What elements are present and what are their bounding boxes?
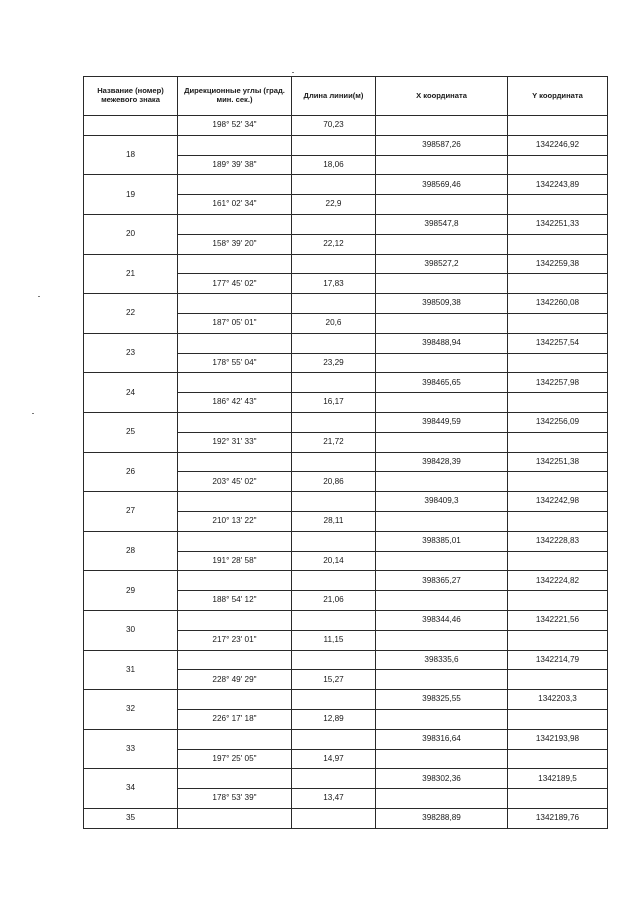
header-y-coordinate: Y координата	[508, 77, 608, 116]
y-coordinate-cell	[508, 472, 608, 492]
direction-angle-cell: 210° 13' 22"	[178, 511, 292, 531]
x-coordinate-cell: 398465,65	[376, 373, 508, 393]
x-coordinate-cell: 398509,38	[376, 294, 508, 314]
table-row	[84, 729, 608, 749]
y-coordinate-cell: 1342257,54	[508, 333, 608, 353]
line-length-cell: 23,29	[292, 353, 376, 373]
direction-angle-cell	[178, 531, 292, 551]
x-coordinate-cell: 398547,8	[376, 214, 508, 234]
point-name-cell: 20	[84, 214, 178, 254]
line-length-cell: 20,86	[292, 472, 376, 492]
line-length-cell	[292, 373, 376, 393]
table-row	[84, 531, 608, 551]
y-coordinate-cell: 1342242,98	[508, 492, 608, 512]
y-coordinate-cell	[508, 670, 608, 690]
point-name-cell: 25	[84, 412, 178, 452]
table-row	[84, 214, 608, 234]
line-length-cell	[292, 452, 376, 472]
point-name-cell: 26	[84, 452, 178, 492]
y-coordinate-cell: 1342214,79	[508, 650, 608, 670]
x-coordinate-cell	[376, 353, 508, 373]
line-length-cell: 20,6	[292, 313, 376, 333]
y-coordinate-cell	[508, 551, 608, 571]
table-row	[84, 650, 608, 670]
scan-speck	[32, 413, 34, 414]
x-coordinate-cell: 398409,3	[376, 492, 508, 512]
table-row	[84, 135, 608, 155]
table-row	[84, 116, 608, 136]
direction-angle-cell	[178, 254, 292, 274]
line-length-cell	[292, 690, 376, 710]
y-coordinate-cell: 1342251,38	[508, 452, 608, 472]
line-length-cell: 70,23	[292, 116, 376, 136]
direction-angle-cell: 203° 45' 02"	[178, 472, 292, 492]
table-row	[84, 412, 608, 432]
direction-angle-cell: 192° 31' 33"	[178, 432, 292, 452]
direction-angle-cell: 178° 53' 39"	[178, 789, 292, 809]
x-coordinate-cell: 398527,2	[376, 254, 508, 274]
y-coordinate-cell: 1342224,82	[508, 571, 608, 591]
direction-angle-cell: 177° 45' 02"	[178, 274, 292, 294]
line-length-cell	[292, 333, 376, 353]
x-coordinate-cell: 398488,94	[376, 333, 508, 353]
direction-angle-cell	[178, 492, 292, 512]
y-coordinate-cell	[508, 749, 608, 769]
point-name-cell: 18	[84, 135, 178, 175]
line-length-cell: 12,89	[292, 709, 376, 729]
point-name-cell: 34	[84, 769, 178, 809]
direction-angle-cell: 158° 39' 20"	[178, 234, 292, 254]
table-row	[84, 492, 608, 512]
line-length-cell: 11,15	[292, 630, 376, 650]
y-coordinate-cell	[508, 353, 608, 373]
line-length-cell	[292, 175, 376, 195]
y-coordinate-cell: 1342259,38	[508, 254, 608, 274]
y-coordinate-cell: 1342203,3	[508, 690, 608, 710]
direction-angle-cell	[178, 294, 292, 314]
direction-angle-cell: 189° 39' 38"	[178, 155, 292, 175]
line-length-cell	[292, 214, 376, 234]
line-length-cell	[292, 769, 376, 789]
table-row	[84, 175, 608, 195]
x-coordinate-cell	[376, 313, 508, 333]
line-length-cell	[292, 254, 376, 274]
y-coordinate-cell	[508, 195, 608, 215]
line-length-cell	[292, 531, 376, 551]
line-length-cell	[292, 492, 376, 512]
y-coordinate-cell: 1342189,5	[508, 769, 608, 789]
line-length-cell	[292, 135, 376, 155]
line-length-cell: 14,97	[292, 749, 376, 769]
table-row	[84, 808, 608, 828]
line-length-cell: 21,72	[292, 432, 376, 452]
y-coordinate-cell: 1342246,92	[508, 135, 608, 155]
point-name-cell: 24	[84, 373, 178, 413]
direction-angle-cell: 188° 54' 12"	[178, 591, 292, 611]
y-coordinate-cell: 1342243,89	[508, 175, 608, 195]
direction-angle-cell: 198° 52' 34"	[178, 116, 292, 136]
y-coordinate-cell	[508, 709, 608, 729]
y-coordinate-cell	[508, 393, 608, 413]
x-coordinate-cell	[376, 116, 508, 136]
table-row	[84, 373, 608, 393]
direction-angle-cell: 187° 05' 01"	[178, 313, 292, 333]
direction-angle-cell: 228° 49' 29"	[178, 670, 292, 690]
direction-angle-cell	[178, 690, 292, 710]
point-name-cell: 22	[84, 294, 178, 334]
x-coordinate-cell	[376, 789, 508, 809]
x-coordinate-cell	[376, 274, 508, 294]
x-coordinate-cell	[376, 155, 508, 175]
line-length-cell	[292, 294, 376, 314]
x-coordinate-cell	[376, 670, 508, 690]
x-coordinate-cell: 398302,36	[376, 769, 508, 789]
x-coordinate-cell: 398385,01	[376, 531, 508, 551]
y-coordinate-cell	[508, 155, 608, 175]
x-coordinate-cell: 398449,59	[376, 412, 508, 432]
point-name-cell: 31	[84, 650, 178, 690]
x-coordinate-cell: 398325,55	[376, 690, 508, 710]
direction-angle-cell	[178, 412, 292, 432]
x-coordinate-cell	[376, 511, 508, 531]
x-coordinate-cell	[376, 749, 508, 769]
point-name-cell: 21	[84, 254, 178, 294]
line-length-cell	[292, 729, 376, 749]
line-length-cell: 18,06	[292, 155, 376, 175]
y-coordinate-cell	[508, 591, 608, 611]
point-name-cell: 19	[84, 175, 178, 215]
y-coordinate-cell	[508, 234, 608, 254]
direction-angle-cell: 186° 42' 43"	[178, 393, 292, 413]
x-coordinate-cell	[376, 195, 508, 215]
y-coordinate-cell	[508, 313, 608, 333]
header-point-name: Название (номер) межевого знака	[84, 77, 178, 116]
x-coordinate-cell	[376, 234, 508, 254]
table-body	[84, 116, 608, 829]
direction-angle-cell	[178, 571, 292, 591]
point-name-cell: 35	[84, 808, 178, 828]
x-coordinate-cell	[376, 432, 508, 452]
direction-angle-cell: 217° 23' 01"	[178, 630, 292, 650]
direction-angle-cell: 191° 28' 58"	[178, 551, 292, 571]
direction-angle-cell	[178, 373, 292, 393]
y-coordinate-cell: 1342221,56	[508, 610, 608, 630]
table-row	[84, 333, 608, 353]
direction-angle-cell	[178, 808, 292, 828]
direction-angle-cell: 197° 25' 05"	[178, 749, 292, 769]
point-name-cell: 33	[84, 729, 178, 769]
direction-angle-cell	[178, 610, 292, 630]
x-coordinate-cell: 398365,27	[376, 571, 508, 591]
line-length-cell: 16,17	[292, 393, 376, 413]
y-coordinate-cell: 1342257,98	[508, 373, 608, 393]
line-length-cell: 22,12	[292, 234, 376, 254]
y-coordinate-cell: 1342260,08	[508, 294, 608, 314]
scan-speck	[38, 296, 40, 297]
x-coordinate-cell	[376, 472, 508, 492]
point-name-cell	[84, 116, 178, 136]
direction-angle-cell	[178, 135, 292, 155]
header-direction-angle: Дирекционные углы (град. мин. сек.)	[178, 77, 292, 116]
point-name-cell: 28	[84, 531, 178, 571]
line-length-cell: 22,9	[292, 195, 376, 215]
table-header-row	[84, 77, 608, 116]
table-row	[84, 610, 608, 630]
direction-angle-cell	[178, 214, 292, 234]
line-length-cell: 13,47	[292, 789, 376, 809]
x-coordinate-cell: 398428,39	[376, 452, 508, 472]
x-coordinate-cell: 398344,46	[376, 610, 508, 630]
x-coordinate-cell: 398335,6	[376, 650, 508, 670]
x-coordinate-cell: 398569,46	[376, 175, 508, 195]
direction-angle-cell: 161° 02' 34"	[178, 195, 292, 215]
y-coordinate-cell: 1342251,33	[508, 214, 608, 234]
direction-angle-cell	[178, 769, 292, 789]
point-name-cell: 32	[84, 690, 178, 730]
header-line-length: Длина линии(м)	[292, 77, 376, 116]
direction-angle-cell	[178, 175, 292, 195]
direction-angle-cell: 178° 55' 04"	[178, 353, 292, 373]
line-length-cell: 15,27	[292, 670, 376, 690]
y-coordinate-cell: 1342193,98	[508, 729, 608, 749]
point-name-cell: 23	[84, 333, 178, 373]
x-coordinate-cell	[376, 709, 508, 729]
y-coordinate-cell	[508, 789, 608, 809]
table-row	[84, 452, 608, 472]
x-coordinate-cell	[376, 591, 508, 611]
header-x-coordinate: X координата	[376, 77, 508, 116]
line-length-cell	[292, 571, 376, 591]
line-length-cell: 28,11	[292, 511, 376, 531]
direction-angle-cell: 226° 17' 18"	[178, 709, 292, 729]
direction-angle-cell	[178, 452, 292, 472]
line-length-cell	[292, 610, 376, 630]
x-coordinate-cell: 398288,89	[376, 808, 508, 828]
x-coordinate-cell: 398587,26	[376, 135, 508, 155]
line-length-cell	[292, 808, 376, 828]
direction-angle-cell	[178, 333, 292, 353]
table-row	[84, 769, 608, 789]
point-name-cell: 27	[84, 492, 178, 532]
line-length-cell	[292, 650, 376, 670]
boundary-points-table	[83, 76, 608, 829]
table-row	[84, 571, 608, 591]
y-coordinate-cell: 1342189,76	[508, 808, 608, 828]
y-coordinate-cell	[508, 432, 608, 452]
direction-angle-cell	[178, 650, 292, 670]
y-coordinate-cell: 1342228,83	[508, 531, 608, 551]
y-coordinate-cell	[508, 116, 608, 136]
point-name-cell: 30	[84, 610, 178, 650]
y-coordinate-cell	[508, 511, 608, 531]
scan-speck	[292, 72, 294, 73]
line-length-cell	[292, 412, 376, 432]
table-row	[84, 690, 608, 710]
y-coordinate-cell: 1342256,09	[508, 412, 608, 432]
direction-angle-cell	[178, 729, 292, 749]
x-coordinate-cell: 398316,64	[376, 729, 508, 749]
table-row	[84, 254, 608, 274]
line-length-cell: 17,83	[292, 274, 376, 294]
table-row	[84, 294, 608, 314]
x-coordinate-cell	[376, 393, 508, 413]
x-coordinate-cell	[376, 551, 508, 571]
line-length-cell: 21,06	[292, 591, 376, 611]
line-length-cell: 20,14	[292, 551, 376, 571]
y-coordinate-cell	[508, 274, 608, 294]
y-coordinate-cell	[508, 630, 608, 650]
x-coordinate-cell	[376, 630, 508, 650]
point-name-cell: 29	[84, 571, 178, 611]
